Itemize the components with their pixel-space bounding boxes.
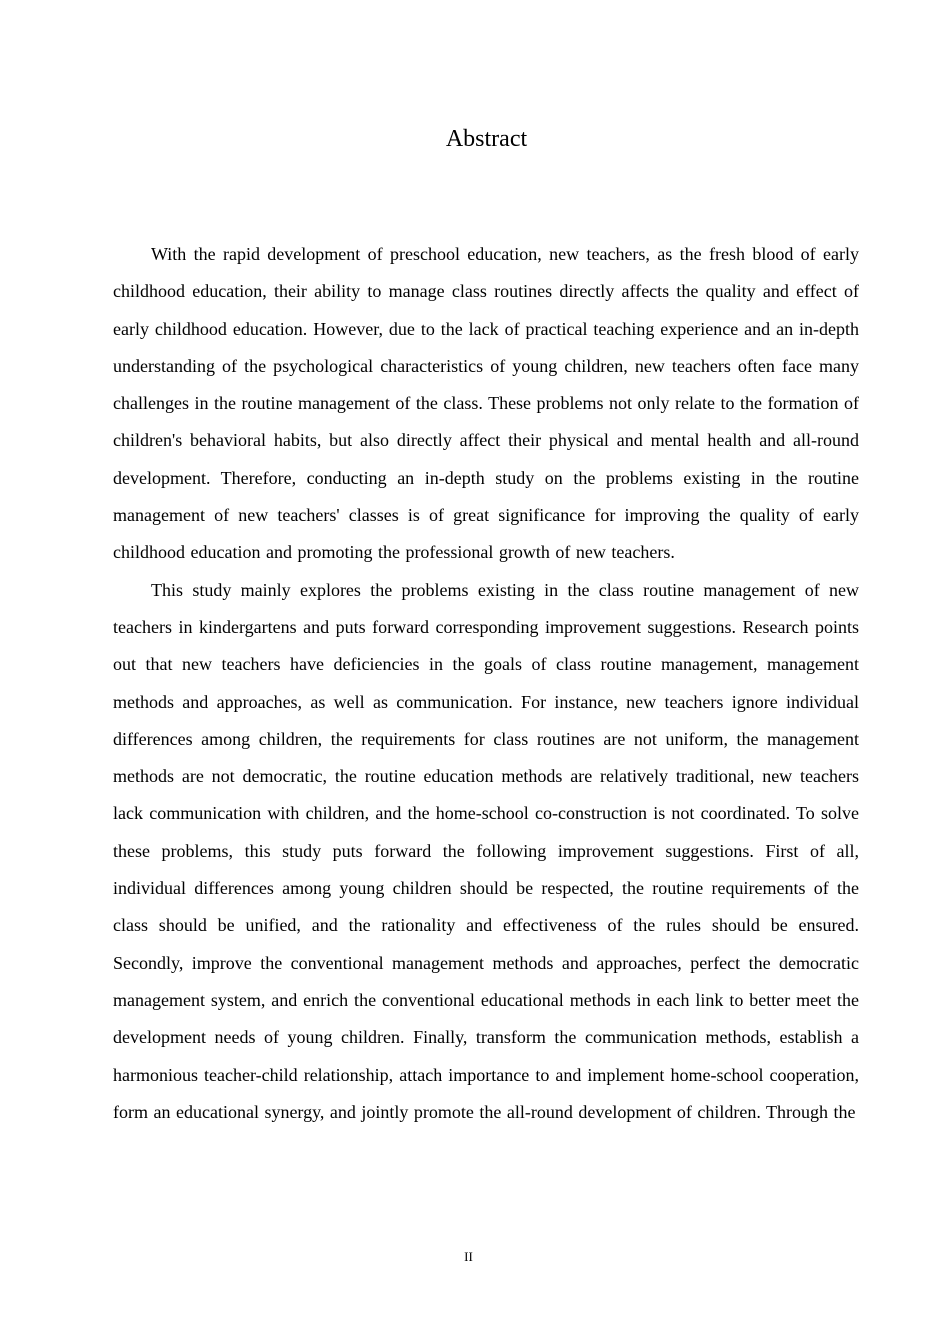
abstract-title: Abstract	[445, 126, 528, 152]
page-number: II	[464, 1249, 473, 1264]
abstract-paragraph-1: With the rapid development of preschool education, new teachers, as the fresh blood of early childhood education, their ability to manage class routines directly affects the quality and effect of early childhood education. However, due to the lack of practical teaching experience and an in-depth understanding of the psychological characteristics of young children, new teachers often face many challenges in the routine management of the class. These problems not only relate to the formation of children's behavioral habits, but also directly affect their physical and mental health and all-round development. Therefore, conducting an in-depth study on the problems existing in the routine management of new teachers' classes is of great significance for improving the quality of early childhood education and promoting the professional growth of new teachers.	[113, 244, 859, 563]
abstract-paragraph-2: This study mainly explores the problems existing in the class routine management of new teachers in kindergartens and puts forward corresponding improvement suggestions. Research points out that new teachers have deficiencies in the goals of class routine management, management methods and approaches, as well as communication. For instance, new teachers ignore individual differences among children, the requirements for class routines are not uniform, the management methods are not democratic, the routine education methods are relatively traditional, new teachers lack communication with children, and the home-school co-construction is not coordinated. To solve these problems, this study puts forward the following improvement suggestions. First of all, individual differences among young children should be respected, the routine requirements of the class should be unified, and the rationality and effectiveness of the rules should be ensured. Secondly, improve the conventional management methods and approaches, perfect the democratic management system, and enrich the conventional educational methods in each link to better meet the development needs of young children. Finally, transform the communication methods, establish a harmonious teacher-child relationship, attach importance to and implement home-school cooperation, form an educational synergy, and jointly promote the all-round development of children. Through the	[113, 579, 859, 1122]
abstract-body	[113, 236, 859, 1131]
